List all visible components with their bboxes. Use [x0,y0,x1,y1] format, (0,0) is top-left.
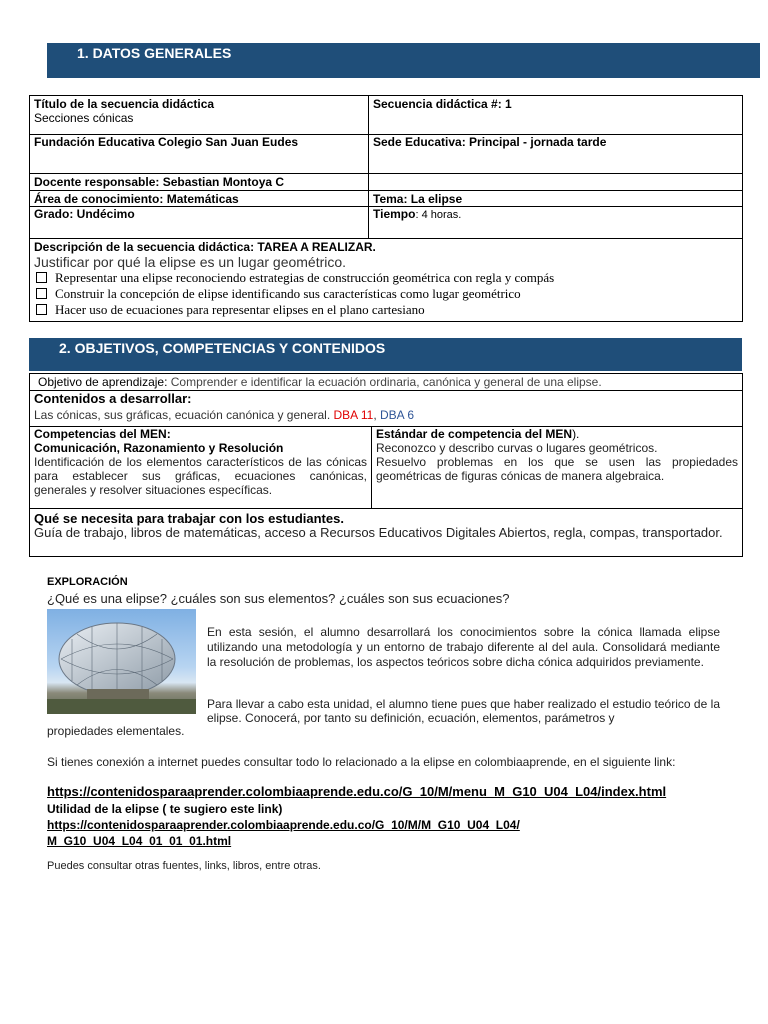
objetivo-label: Objetivo de aprendizaje: [38,375,168,389]
task-item: Hacer uso de ecuaciones para representar elipses en el plano cartesiano [34,302,738,318]
exploracion-para-2a: Para llevar a cabo esta unidad, el alumno tiene pues que haber realizado el estudio teórico de la elipse. Conocerá, por tanto su definición, ecuación, elementos, parámetros y [207,697,720,725]
section-2-title: 2. OBJETIVOS, COMPETENCIAS Y CONTENIDOS [59,340,386,356]
area: Área de conocimiento: Matemáticas [34,192,239,206]
contenidos-label: Contenidos a desarrollar: [34,391,192,406]
table-row [30,135,742,174]
competencias-sub: Comunicación, Razonamiento y Resolución [34,441,284,455]
table-row [30,239,742,321]
table-row [30,174,742,191]
section-1-title: 1. DATOS GENERALES [77,45,232,61]
titulo-value: Secciones cónicas [34,111,134,125]
objetivo-value: Comprender e identificar la ecuación ordinaria, canónica y general de una elipse. [167,375,602,389]
docente: Docente responsable: Sebastian Montoya C [34,175,285,189]
dba-6-link[interactable]: DBA 6 [380,408,415,422]
dba-separator: , [373,408,380,422]
building-illustration [47,609,196,714]
descripcion-label: Descripción de la secuencia didáctica: TAREA A REALIZAR. [34,240,376,254]
grado: Grado: Undécimo [34,207,135,221]
table-row [30,391,742,427]
table-row [30,427,742,509]
necesita-text: Guía de trabajo, libros de matemáticas, acceso a Recursos Educativos Digitales Abiertos, regla, compas, transportador. [34,525,723,540]
titulo-label: Título de la secuencia didáctica [34,97,215,111]
secuencia-number: Secuencia didáctica #: 1 [373,97,512,111]
table-row [30,96,742,135]
checkbox-icon [36,288,47,299]
tiempo-label: Tiempo [373,207,416,221]
estandar-suffix: ). [572,427,580,441]
tema: Tema: La elipse [373,192,463,206]
otras-fuentes: Puedes consultar otras fuentes, links, libros, entre otras. [47,860,321,872]
building-image [47,609,196,714]
table-row [30,509,742,556]
link-utilidad-elipse-2[interactable]: M_G10_U04_L04_01_01_01.html [47,834,232,848]
dba-11-link[interactable]: DBA 11 [333,408,374,422]
table-row [30,374,742,391]
checkbox-icon [36,272,47,283]
competencias-label: Competencias del MEN: [34,427,171,441]
competencias-text: Identificación de los elementos característicos de las cónicas para establecer sus gráficas, ecuaciones canónicas, generales y resolver situaciones específicas. [34,455,367,497]
exploracion-question: ¿Qué es una elipse? ¿cuáles son sus elementos? ¿cuáles son sus ecuaciones? [47,591,510,606]
estandar-1: Reconozco y describo curvas o lugares geométricos. [376,441,658,455]
table-row [30,191,742,207]
estandar-label: Estándar de competencia del MEN [376,427,573,441]
tiempo-value: : 4 horas. [415,209,462,221]
objetivos-table [29,373,743,557]
link-utilidad-elipse-1[interactable]: https://contenidosparaaprender.colombiaaprende.edu.co/G_10/M/M_G10_U04_L04/ [47,818,520,832]
necesita-label: Qué se necesita para trabajar con los estudiantes. [34,511,344,526]
exploracion-para-2b: propiedades elementales. [47,724,185,738]
task-item: Construir la concepción de elipse identificando sus características como lugar geométrico [34,286,738,302]
descripcion-text: Justificar por qué la elipse es un lugar geométrico. [34,254,347,270]
section-2-header [29,338,742,371]
exploracion-heading: EXPLORACIÓN [47,576,128,588]
datos-generales-table [29,95,743,322]
link-menu-elipse[interactable]: https://contenidosparaaprender.colombiaaprende.edu.co/G_10/M/menu_M_G10_U04_L04/index.html [47,784,667,799]
sede: Sede Educativa: Principal - jornada tarde [373,135,607,149]
contenidos-value: Las cónicas, sus gráficas, ecuación canónica y general. [34,408,334,422]
estandar-2: Resuelvo problemas en los que se usen las propiedades geométricas de figuras cónicas de manera algebraica. [376,455,738,483]
table-row [30,207,742,239]
exploracion-para-1: En esta sesión, el alumno desarrollará los conocimientos sobre la cónica llamada elipse utilizando una metodología y un entorno de trabajo diferente al del aula. Consolidará mediante la resolución de problemas, los aspectos teóricos sobre dicha cónica adquiridos previamente. [207,625,720,669]
checkbox-icon [36,304,47,315]
exploracion-para-3: Si tienes conexión a internet puedes consultar todo lo relacionado a la elipse en colombiaaprende, en el siguiente link: [47,755,676,769]
task-item: Representar una elipse reconociendo estrategias de construcción geométrica con regla y compás [34,270,738,286]
fundacion: Fundación Educativa Colegio San Juan Eudes [34,135,299,149]
section-1-header [47,43,760,78]
utilidad-label: Utilidad de la elipse ( te sugiero este link) [47,802,283,816]
